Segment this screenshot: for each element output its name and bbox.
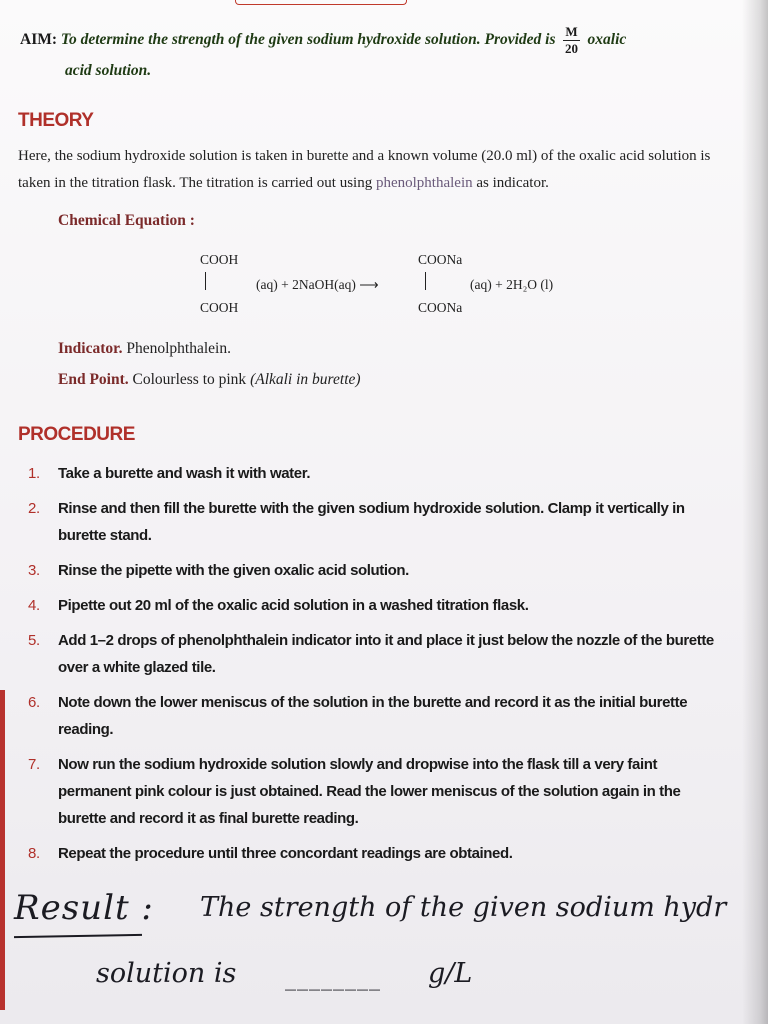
theory-indicator: phenolphthalein [375, 175, 473, 191]
procedure-step [28, 751, 728, 832]
step-number: 3. [28, 562, 40, 579]
decorative-box [235, 0, 407, 5]
step-number: 4. [28, 597, 40, 614]
result-line2-start: solution is [96, 958, 237, 989]
endpoint-value: Colourless to pink [132, 371, 247, 388]
page-edge-shadow [742, 0, 768, 1024]
step-text: Pipette out 20 ml of the oxalic acid solution in a washed titration flask. [58, 597, 529, 614]
theory-heading: THEORY [18, 110, 94, 131]
step-number: 7. [28, 756, 40, 773]
step-text: Note down the lower meniscus of the solution in the burette and record it as the initial burette reading. [58, 694, 688, 738]
step-text: Add 1–2 drops of phenolphthalein indicator into it and place it just below the nozzle of the burette over a white glazed tile. [58, 632, 714, 676]
indicator-line [58, 340, 231, 358]
fraction-denominator: 20 [565, 41, 579, 56]
margin-accent [0, 690, 5, 1010]
eq-right-bottom: COONa [418, 300, 463, 315]
step-number: 1. [28, 465, 40, 482]
theory-text-1: Here, the sodium hydroxide solution is taken in burette and a known volume (20.0 ml) of the oxalic acid solution is taken in the titration flask. The titration is carried out using [18, 148, 711, 191]
procedure-step [28, 840, 728, 867]
aim-label: AIM: [20, 31, 58, 49]
step-number: 8. [28, 845, 40, 862]
procedure-heading: PROCEDURE [18, 424, 135, 445]
aim-line2: acid solution. [65, 62, 152, 79]
indicator-value: Phenolphthalein. [126, 340, 231, 357]
procedure-step [28, 689, 728, 743]
step-number: 5. [28, 632, 40, 649]
aim-text: To determine the strength of the given sodium hydroxide solution. Provided is [60, 31, 556, 49]
aim-text-after: oxalic [587, 31, 627, 49]
step-text: Rinse the pipette with the given oxalic acid solution. [58, 562, 409, 579]
fraction-numerator: M [565, 24, 578, 39]
procedure-step [28, 460, 728, 487]
eq-left-bond [205, 272, 206, 290]
eq-right-tail: (aq) + 2H₂O (l) [470, 277, 554, 292]
endpoint-key: End Point. [58, 371, 129, 388]
molarity-fraction [563, 26, 579, 55]
result-underline [14, 934, 142, 938]
eq-right-top: COONa [418, 252, 463, 267]
eq-left-bottom: COOH [200, 300, 239, 315]
step-text: Now run the sodium hydroxide solution slowly and dropwise into the flask till a very faint permanent pink colour is just obtained. Read the lower meniscus of the solution again in the burette and record it as final burette reading. [58, 756, 681, 827]
result-unit: g/L [428, 958, 473, 989]
step-number: 2. [28, 500, 40, 517]
endpoint-line [58, 371, 361, 389]
step-number: 6. [28, 694, 40, 711]
procedure-step [28, 627, 728, 681]
endpoint-note: (Alkali in burette) [250, 371, 361, 388]
step-text: Rinse and then fill the burette with the given sodium hydroxide solution. Clamp it vertically in burette stand. [58, 500, 685, 544]
step-text: Repeat the procedure until three concordant readings are obtained. [58, 845, 513, 862]
procedure-step [28, 557, 728, 584]
indicator-key: Indicator. [58, 340, 123, 357]
aim-section [20, 24, 740, 79]
procedure-step [28, 495, 728, 549]
result-label: Result : [14, 888, 154, 928]
eq-middle: (aq) + 2NaOH(aq) ⟶ [256, 277, 379, 292]
chemical-equation-heading: Chemical Equation : [58, 212, 195, 229]
eq-right-bond [425, 272, 426, 290]
step-text: Take a burette and wash it with water. [58, 465, 311, 482]
result-line1: The strength of the given sodium hydr [200, 892, 727, 923]
result-blank: ________ [285, 966, 381, 991]
procedure-list [28, 460, 728, 875]
theory-text-2: as indicator. [476, 175, 549, 191]
procedure-step [28, 592, 728, 619]
theory-paragraph [18, 143, 728, 197]
eq-left-top: COOH [200, 252, 239, 267]
